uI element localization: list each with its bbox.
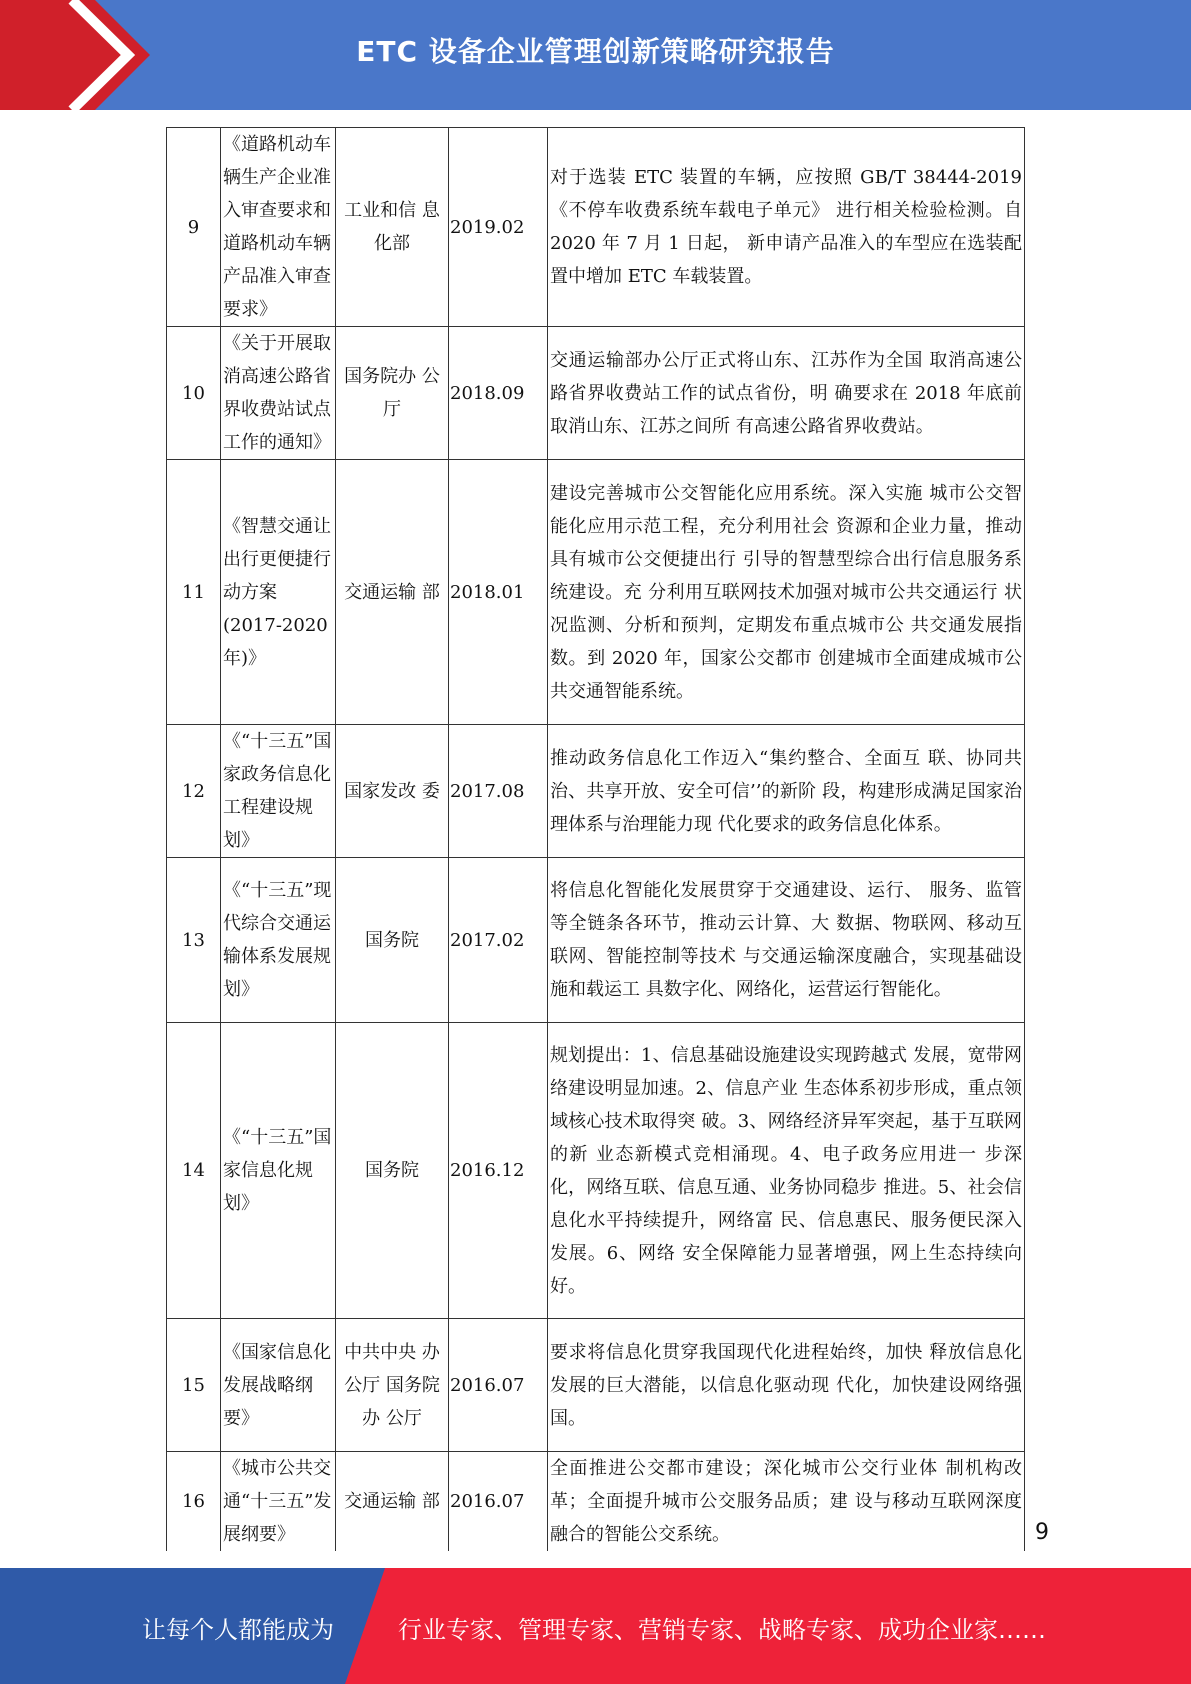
page-header bbox=[0, 0, 1191, 110]
issuing-department: 国家发改 委 bbox=[336, 725, 449, 858]
policy-description: 规划提出：1、信息基础设施建设实现跨越式 发展，宽带网络建设明显加速。2、信息产业 生态体系初步形成，重点领域核心技术取得突 破。3、网络经济异军突起，基于互联网的新 业态新模式竞相涌现。4、电子政务应用进一 步深化，网络互联、信息互通、业务协同稳步 推进。5、社会信息化水平持续提升，网络富 民、信息惠民、服务便民深入发展。6、网络 安全保障能力显著增强，网上生态持续向好。 bbox=[548, 1023, 1025, 1319]
policy-description: 将信息化智能化发展贯穿于交通建设、运行、 服务、监管等全链条各环节，推动云计算、大 数据、物联网、移动互联网、智能控制等技术 与交通运输深度融合，实现基础设施和载运工 具数字化、网络化，运营运行智能化。 bbox=[548, 858, 1025, 1023]
policy-description: 交通运输部办公厅正式将山东、江苏作为全国 取消高速公路省界收费站工作的试点省份，明 确要求在 2018 年底前取消山东、江苏之间所 有高速公路省界收费站。 bbox=[548, 327, 1025, 460]
issue-date: 2018.09 bbox=[449, 327, 548, 460]
policy-description: 对于选装 ETC 装置的车辆，应按照 GB/T 38444-2019《不停车收费系统车载电子单元》 进行相关检验检测。自 2020 年 7 月 1 日起， 新申请产品准入的车型应在选装配置中增加 ETC 车载装置。 bbox=[548, 128, 1025, 327]
row-number: 10 bbox=[167, 327, 221, 460]
table-row bbox=[167, 1023, 1025, 1319]
issue-date: 2016.07 bbox=[449, 1319, 548, 1452]
policy-table bbox=[166, 127, 1025, 1551]
table-row bbox=[167, 1452, 1025, 1552]
policy-name: 《道路机动车 辆生产企业准 入审查要求和 道路机动车辆 产品准入审查 要求》 bbox=[221, 128, 336, 327]
policy-description: 全面推进公交都市建设；深化城市公交行业体 制机构改革；全面提升城市公交服务品质；建 设与移动互联网深度融合的智能公交系统。 bbox=[548, 1452, 1025, 1552]
policy-name: 《城市公共交 通“十三五”发 展纲要》 bbox=[221, 1452, 336, 1552]
report-title: ETC 设备企业管理创新策略研究报告 bbox=[356, 35, 835, 68]
row-number: 14 bbox=[167, 1023, 221, 1319]
issue-date: 2016.07 bbox=[449, 1452, 548, 1552]
row-number: 12 bbox=[167, 725, 221, 858]
table-row bbox=[167, 327, 1025, 460]
policy-name: 《关于开展取 消高速公路省 界收费站试点 工作的通知》 bbox=[221, 327, 336, 460]
footer-slogan-right: 行业专家、管理专家、营销专家、战略专家、成功企业家…… bbox=[398, 1616, 1046, 1644]
issuing-department: 国务院 bbox=[336, 1023, 449, 1319]
footer-slogan-left: 让每个人都能成为 bbox=[142, 1616, 334, 1644]
policy-description: 建设完善城市公交智能化应用系统。深入实施 城市公交智能化应用示范工程，充分利用社会 资源和企业力量，推动具有城市公交便捷出行 引导的智慧型综合出行信息服务系统建设。充 分利用互联网技术加强对城市公共交通运行 状况监测、分析和预判，定期发布重点城市公 共交通发展指数。到 2020 年，国家公交都市 创建城市全面建成城市公共交通智能系统。 bbox=[548, 460, 1025, 725]
row-number: 15 bbox=[167, 1319, 221, 1452]
issue-date: 2017.08 bbox=[449, 725, 548, 858]
table-row bbox=[167, 1319, 1025, 1452]
policy-name: 《“十三五”国 家信息化规 划》 bbox=[221, 1023, 336, 1319]
row-number: 11 bbox=[167, 460, 221, 725]
policy-name: 《智慧交通让 出行更便捷行 动方案 (2017-2020 年)》 bbox=[221, 460, 336, 725]
table-row bbox=[167, 858, 1025, 1023]
issuing-department: 国务院 bbox=[336, 858, 449, 1023]
issuing-department: 中共中央 办公厅 国务院办 公厅 bbox=[336, 1319, 449, 1452]
issuing-department: 国务院办 公厅 bbox=[336, 327, 449, 460]
row-number: 16 bbox=[167, 1452, 221, 1552]
issue-date: 2019.02 bbox=[449, 128, 548, 327]
page-number: 9 bbox=[1035, 1520, 1049, 1545]
issue-date: 2016.12 bbox=[449, 1023, 548, 1319]
policy-name: 《国家信息化 发展战略纲 要》 bbox=[221, 1319, 336, 1452]
page-footer bbox=[0, 1568, 1191, 1684]
policy-name: 《“十三五”现 代综合交通运 输体系发展规 划》 bbox=[221, 858, 336, 1023]
issuing-department: 工业和信 息化部 bbox=[336, 128, 449, 327]
row-number: 13 bbox=[167, 858, 221, 1023]
table-row bbox=[167, 460, 1025, 725]
policy-name: 《“十三五”国 家政务信息化 工程建设规 划》 bbox=[221, 725, 336, 858]
policy-description: 推动政务信息化工作迈入“集约整合、全面互 联、协同共治、共享开放、安全可信’’的新阶 段，构建形成满足国家治理体系与治理能力现 代化要求的政务信息化体系。 bbox=[548, 725, 1025, 858]
table-row bbox=[167, 725, 1025, 858]
issue-date: 2017.02 bbox=[449, 858, 548, 1023]
issue-date: 2018.01 bbox=[449, 460, 548, 725]
row-number: 9 bbox=[167, 128, 221, 327]
policy-description: 要求将信息化贯穿我国现代化进程始终，加快 释放信息化发展的巨大潜能，以信息化驱动现 代化，加快建设网络强国。 bbox=[548, 1319, 1025, 1452]
issuing-department: 交通运输 部 bbox=[336, 1452, 449, 1552]
table-row bbox=[167, 128, 1025, 327]
issuing-department: 交通运输 部 bbox=[336, 460, 449, 725]
